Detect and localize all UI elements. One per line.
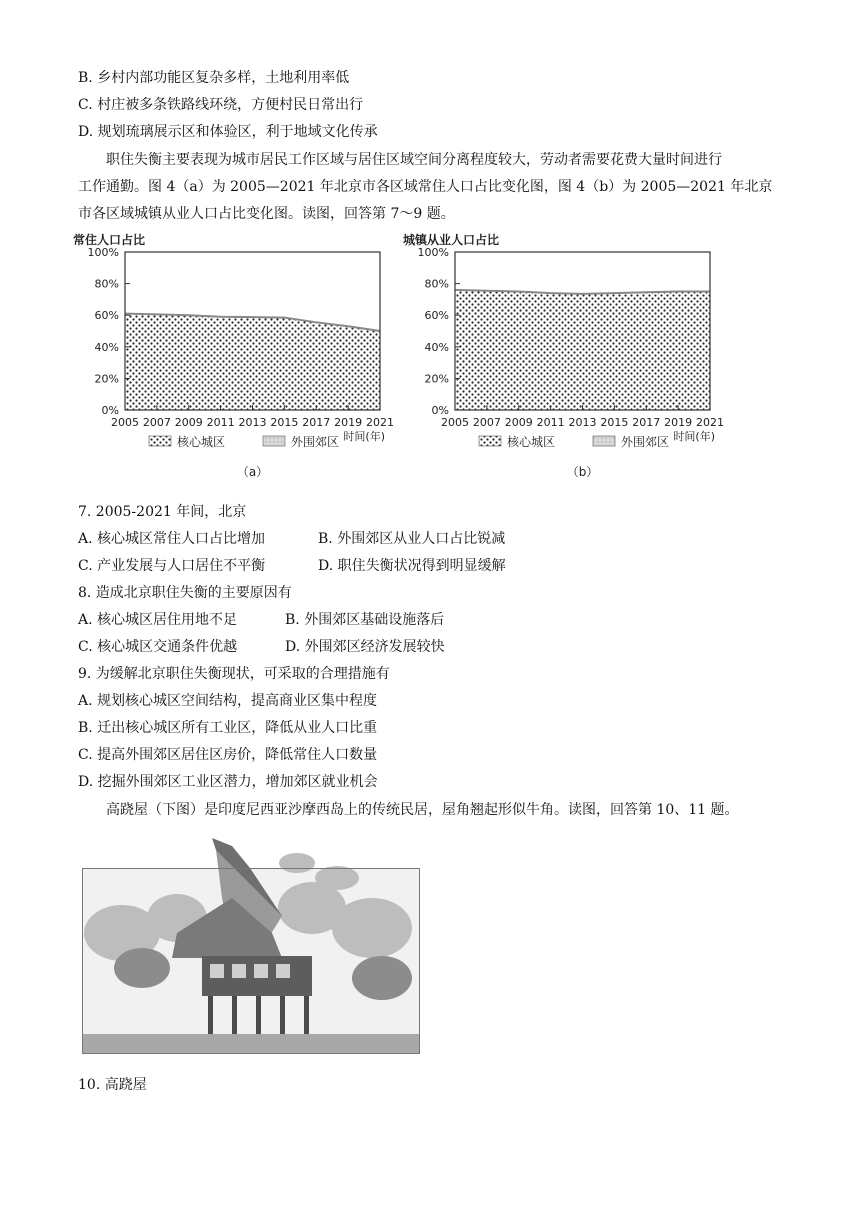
x-tick-label: 2009 (504, 416, 533, 429)
y-tick-label: 60% (424, 309, 449, 323)
option-line: D. 规划琉璃展示区和体验区，利于地域文化传承 (78, 124, 378, 140)
q7-option-b: B. 外围郊区从业人口占比锐减 (318, 531, 506, 547)
question-9-stem: 9. 为缓解北京职住失衡现状，可采取的合理措施有 (78, 666, 390, 682)
option-line: C. 村庄被多条铁路线环绕，方便村民日常出行 (78, 97, 364, 113)
question-10-stem: 10. 高跷屋 (78, 1077, 147, 1093)
figure-caption: （b） (566, 465, 599, 479)
q7-option-c: C. 产业发展与人口居住不平衡 (78, 558, 266, 574)
q8-option-b: B. 外围郊区基础设施落后 (285, 612, 445, 628)
x-tick-label: 2017 (632, 416, 661, 429)
x-tick-label: 2015 (270, 416, 299, 429)
x-tick-label: 2015 (600, 416, 629, 429)
intro-paragraph-2: 高跷屋（下图）是印度尼西亚沙摩西岛上的传统民居，屋角翘起形似牛角。读图，回答第 10、11 题。 (106, 802, 739, 818)
legend-label-core: 核心城区 (177, 435, 226, 449)
x-tick-label: 2009 (174, 416, 203, 429)
y-tick-label: 80% (424, 277, 449, 291)
core-area (455, 290, 710, 410)
x-tick-label: 2011 (206, 416, 235, 429)
chart-a (73, 232, 394, 479)
legend-label-core: 核心城区 (507, 435, 556, 449)
q8-option-d: D. 外围郊区经济发展较快 (285, 639, 445, 655)
y-tick-label: 100% (417, 246, 449, 259)
y-tick-label: 0% (431, 404, 449, 417)
charts-svg (60, 228, 740, 498)
stilt-house-photo (82, 838, 420, 1054)
x-axis-label: 时间(年) (343, 430, 385, 443)
y-tick-label: 0% (101, 404, 119, 417)
legend-swatch-outer (593, 436, 615, 446)
legend-label-outer: 外围郊区 (621, 435, 670, 449)
x-tick-label: 2005 (441, 416, 469, 429)
q9-option-c: C. 提高外围郊区居住区房价，降低常住人口数量 (78, 747, 378, 763)
x-tick-label: 2007 (472, 416, 501, 429)
q7-option-a: A. 核心城区常住人口占比增加 (78, 531, 266, 547)
figure-caption: （a） (236, 465, 269, 479)
legend-swatch-core (479, 436, 501, 446)
core-area (125, 314, 380, 410)
legend-swatch-outer (263, 436, 285, 446)
intro-paragraph: 市各区域城镇从业人口占比变化图。读图，回答第 7～9 题。 (78, 206, 455, 222)
q9-option-b: B. 迁出核心城区所有工业区，降低从业人口比重 (78, 720, 378, 736)
figure-4 (60, 228, 740, 498)
y-tick-label: 20% (424, 372, 449, 386)
legend-label-outer: 外围郊区 (291, 435, 340, 449)
question-8-stem: 8. 造成北京职住失衡的主要原因有 (78, 585, 292, 601)
y-tick-label: 80% (94, 277, 119, 291)
question-7-stem: 7. 2005-2021 年间，北京 (78, 504, 247, 520)
y-tick-label: 40% (94, 340, 119, 354)
y-tick-label: 20% (94, 372, 119, 386)
chart-title: 常住人口占比 (73, 233, 146, 247)
y-tick-label: 60% (94, 309, 119, 323)
x-tick-label: 2021 (366, 416, 394, 429)
x-tick-label: 2007 (142, 416, 171, 429)
y-tick-label: 100% (87, 246, 119, 259)
q9-option-d: D. 挖掘外围郊区工业区潜力，增加郊区就业机会 (78, 774, 378, 790)
x-tick-label: 2017 (302, 416, 331, 429)
y-tick-label: 40% (424, 340, 449, 354)
x-tick-label: 2013 (568, 416, 597, 429)
q8-option-a: A. 核心城区居住用地不足 (78, 612, 238, 628)
legend-swatch-core (149, 436, 171, 446)
x-tick-label: 2019 (334, 416, 363, 429)
q8-option-c: C. 核心城区交通条件优越 (78, 639, 238, 655)
option-line: B. 乡村内部功能区复杂多样，土地利用率低 (78, 70, 350, 86)
x-tick-label: 2019 (664, 416, 693, 429)
q9-option-a: A. 规划核心城区空间结构，提高商业区集中程度 (78, 693, 378, 709)
x-tick-label: 2021 (696, 416, 724, 429)
x-tick-label: 2011 (536, 416, 565, 429)
chart-b (403, 232, 724, 479)
x-axis-label: 时间(年) (673, 430, 715, 443)
intro-paragraph: 职住失衡主要表现为城市居民工作区域与居住区域空间分离程度较大，劳动者需要花费大量时间进行 (106, 152, 722, 168)
chart-title: 城镇从业人口占比 (403, 233, 500, 247)
q7-option-d: D. 职住失衡状况得到明显缓解 (318, 558, 506, 574)
x-tick-label: 2005 (111, 416, 139, 429)
x-tick-label: 2013 (238, 416, 267, 429)
intro-paragraph: 工作通勤。图 4（a）为 2005—2021 年北京市各区域常住人口占比变化图，图 4（b）为 2005—2021 年北京 (78, 179, 773, 195)
